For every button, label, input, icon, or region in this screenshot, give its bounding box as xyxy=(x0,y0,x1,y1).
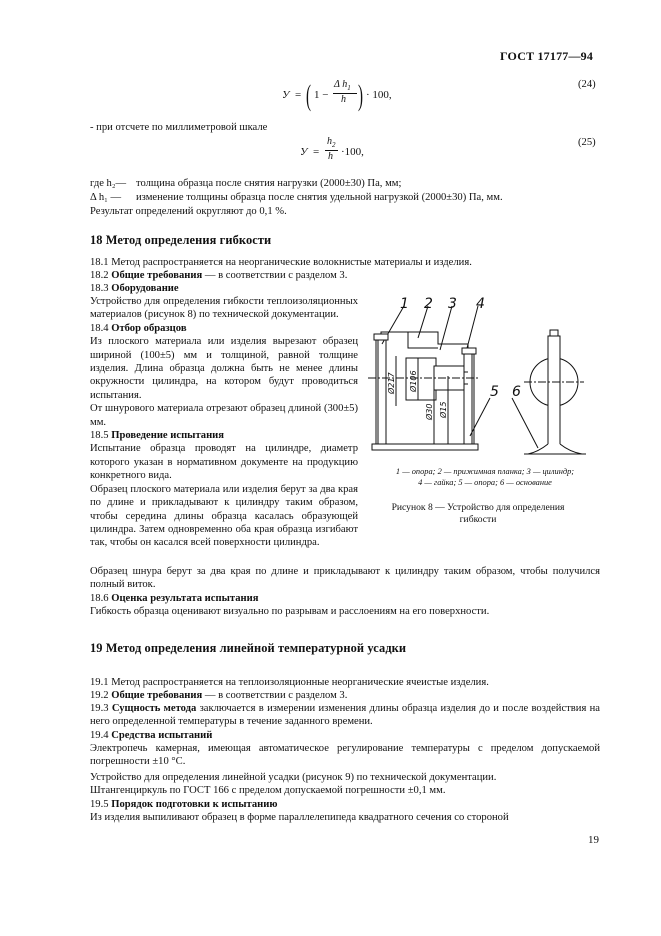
heading-18-6: 18.6 Оценка результата испытания xyxy=(90,593,259,604)
dim-15: Ø15 xyxy=(439,401,448,418)
test-text-1: Испытание образца проводят на цилиндре, диаметр которого указан в нормативном документе на продукцию конкретного вида. xyxy=(90,443,358,482)
result-text: Гибкость образца оценивают визуально по разрывам и расслоениям на его поверхности. xyxy=(90,606,490,617)
test-text-3: Образец шнура берут за два края по длине и прикладывают к цилиндру таким образом, чтобы получился полный виток. xyxy=(90,566,600,591)
sample-text-2: От шнурового материала отрезают образец длиной (300±5) мм. xyxy=(90,403,358,428)
figure-8-drawing xyxy=(368,296,600,476)
left-column-18 xyxy=(90,295,358,550)
formula-24: У = ( 1 − Δ $h_1$ h ) · 100, xyxy=(282,79,392,112)
means-text-1: Электропечь камерная, имеющая автоматическое регулирование температуры с пределом допускаемой погрешности ±10 °С. xyxy=(90,743,600,768)
test-text-2: Образец плоского материала или изделия берут за два края по длине и прикладывают к цилиндру таким образом, чтобы середина длины образца касалась образующей цилиндра. Затем одновременно оба края образца изгибают так, чтобы он касался всей поверхности цилиндра. xyxy=(90,483,358,549)
prep-text: Из изделия выпиливают образец в форме параллелепипеда квадратного сечения со стороной xyxy=(90,812,509,823)
rounding-note: Результат определений округляют до 0,1 %. xyxy=(90,206,287,217)
heading-19-4: 19.4 Средства испытаний xyxy=(90,730,213,741)
label-5: 5 xyxy=(490,384,499,400)
equation-number-24: (24) xyxy=(578,79,596,90)
label-2: 2 xyxy=(424,296,433,312)
means-text-2: Устройство для определения линейной усадки (рисунок 9) по технической документации. xyxy=(90,772,497,783)
page-number: 19 xyxy=(588,834,599,846)
means-text-3: Штангенциркуль по ГОСТ 166 с пределом допускаемой погрешности ±0,1 мм. xyxy=(90,785,446,796)
formula-25: У = $h_2$ h ·100, xyxy=(300,136,364,162)
paragraph-18-2: 18.2 Общие требования — в соответствии с разделом 3. xyxy=(90,270,348,281)
where-symbol-2: Δ h₁ — xyxy=(90,192,122,203)
standard-header: ГОСТ 17177—94 xyxy=(500,49,594,63)
heading-18-5: 18.5 Проведение испытания xyxy=(90,430,225,442)
paragraph-mm-scale: - при отсчете по миллиметровой шкале xyxy=(90,122,268,133)
heading-19-5: 19.5 Порядок подготовки к испытанию xyxy=(90,799,278,810)
paragraph-19-3: 19.3 Сущность метода заключается в измерении изменения длины образца изделия до и после воздействия на него определенной температуры в течение заданного времени. xyxy=(90,703,600,728)
figure-8-caption: Рисунок 8 — Устройство для определения гибкости xyxy=(391,502,565,525)
label-3: 3 xyxy=(448,296,457,312)
where-text-1: толщина образца после снятия нагрузки (2000±30) Па, мм; xyxy=(136,178,402,189)
dim-30: Ø30 xyxy=(425,403,434,420)
where-symbol-1: где h₂— xyxy=(90,178,127,189)
label-6: 6 xyxy=(512,384,521,400)
section-18-title: 18 Метод определения гибкости xyxy=(90,233,272,247)
paragraph-19-2: 19.2 Общие требования — в соответствии с разделом 3. xyxy=(90,690,348,701)
dim-217: Ø217 xyxy=(387,372,396,394)
equation-number-25: (25) xyxy=(578,137,596,148)
sample-text-1: Из плоского материала или изделия вырезают образец шириной (100±5) мм и толщиной, равной толщине изделия. Длина образца должна быть не менее длины окружности цилиндра, на котором будут проводиться испытания. xyxy=(90,336,358,401)
dim-106: Ø106 xyxy=(409,370,418,392)
label-4: 4 xyxy=(476,296,485,312)
figure-8-legend: 1 — опора; 2 — прижимная планка; 3 — цилиндр; 4 — гайка; 5 — опора; 6 — основание xyxy=(395,467,575,487)
section-19-title: 19 Метод определения линейной температурной усадки xyxy=(90,641,407,655)
equipment-text: Устройство для определения гибкости теплоизоляционных материалов (рисунок 8) по технической документации. xyxy=(90,296,358,321)
paragraph-19-1: 19.1 Метод распространяется на теплоизоляционные неорганические ячеистые изделия. xyxy=(90,677,489,688)
paragraph-18-1: 18.1 Метод распространяется на неорганические волокнистые материалы и изделия. xyxy=(90,257,472,268)
label-1: 1 xyxy=(400,296,409,312)
where-text-2: изменение толщины образца после снятия удельной нагрузкой (2000±30) Па, мм. xyxy=(136,192,503,203)
heading-18-4: 18.4 Отбор образцов xyxy=(90,322,187,334)
paragraph-18-3: 18.3 Оборудование xyxy=(90,283,179,294)
